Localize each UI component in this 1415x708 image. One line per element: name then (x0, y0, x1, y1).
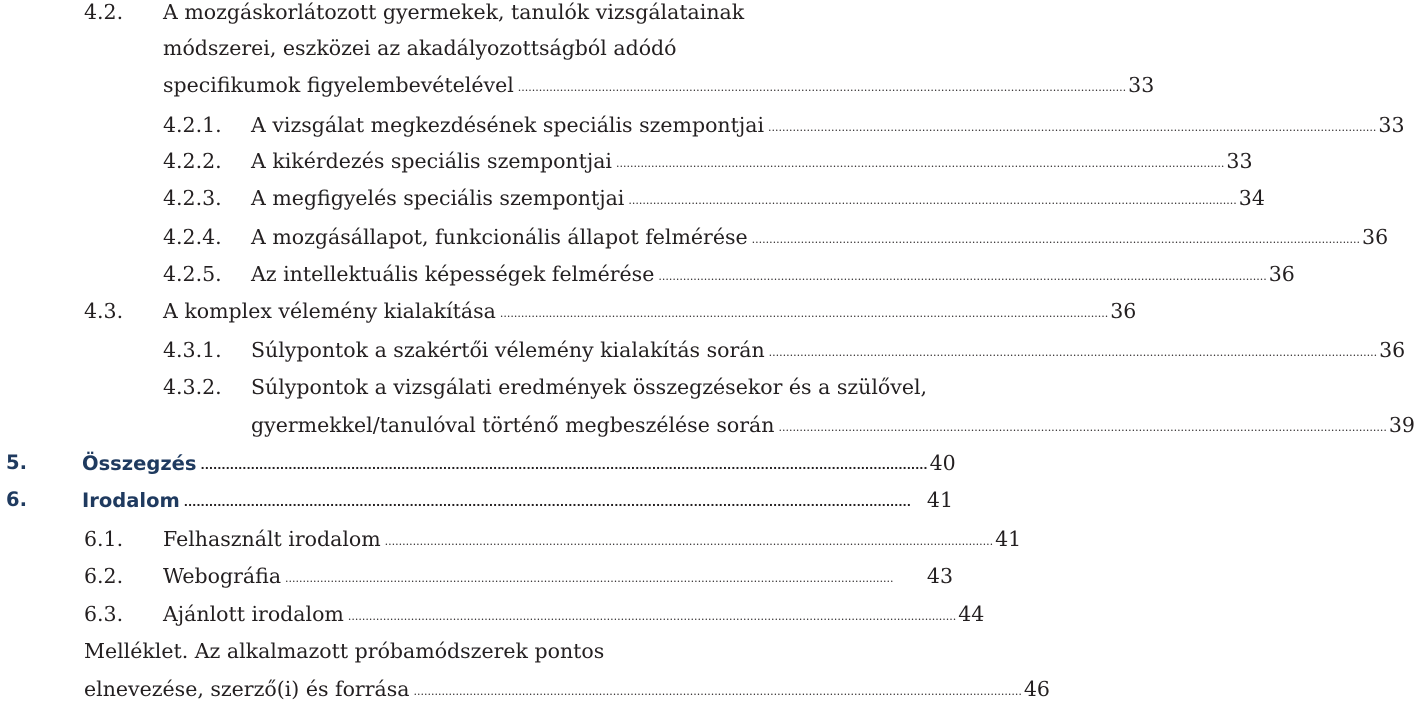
dot-leader: .............................................................................................................................................................................. (499, 307, 1109, 320)
toc-page-number: 36 (1379, 338, 1406, 362)
toc-page-number: 33 (1226, 149, 1253, 173)
toc-title-continued: gyermekkel/tanulóval történő megbeszélése során (251, 413, 775, 437)
toc-title: A mozgáskorlátozott gyermekek, tanulók vizsgálatainak (163, 0, 745, 24)
toc-title-continued: elnevezése, szerző(i) és forrása (84, 677, 410, 701)
toc-entry-4-2-1[interactable] (163, 110, 1405, 140)
dot-leader: .............................................................................................................................................................................. (517, 81, 1127, 94)
toc-page-number: 46 (1023, 677, 1050, 701)
dot-leader: .............................................................................................................................................................................. (778, 421, 1387, 434)
toc-entry-4-2[interactable] (84, 0, 960, 27)
toc-entry-4-2-3[interactable] (163, 183, 1265, 213)
toc-page-number: 43 (926, 564, 953, 588)
toc-title: Az intellektuális képességek felmérése (251, 262, 655, 286)
dot-leader: .............................................................................................................................................................................. (413, 685, 1022, 698)
toc-page-number: 40 (929, 451, 956, 475)
toc-number: 4.2.1. (163, 113, 222, 137)
toc-entry-5[interactable] (6, 448, 956, 478)
toc-number: 4.3. (84, 299, 124, 323)
dot-leader: .............................................................................................................................................................................. (658, 270, 1267, 283)
toc-number: 6. (6, 488, 27, 511)
toc-page-number: 41 (926, 488, 953, 512)
toc-page-number: 34 (1238, 186, 1265, 210)
toc-entry-4-2-line3[interactable] (163, 70, 1155, 100)
toc-title: A kikérdezés speciális szempontjai (251, 149, 612, 173)
dot-leader: .............................................................................................................................................................................. (768, 121, 1377, 134)
dot-leader: .............................................................................................................................................................................. (183, 496, 911, 509)
toc-entry-6-3[interactable] (84, 599, 985, 629)
toc-entry-6-1[interactable] (84, 524, 1022, 554)
toc-title: A megfigyelés speciális szempontjai (251, 186, 625, 210)
dot-leader: .............................................................................................................................................................................. (751, 233, 1361, 246)
toc-number: 4.3.2. (163, 375, 222, 399)
toc-entry-4-2-2[interactable] (163, 146, 1253, 176)
toc-title: Összegzés (82, 452, 197, 475)
toc-number: 6.1. (84, 527, 124, 551)
toc-number: 5. (6, 451, 27, 474)
toc-number: 4.2.4. (163, 225, 222, 249)
toc-title: Súlypontok a szakértői vélemény kialakítás során (251, 338, 765, 362)
toc-title: A komplex vélemény kialakítása (163, 299, 496, 323)
toc-entry-6[interactable] (6, 485, 953, 515)
toc-number: 4.2.5. (163, 262, 222, 286)
toc-page-number: 44 (958, 602, 985, 626)
toc-title: A vizsgálat megkezdésének speciális szempontjai (251, 113, 765, 137)
toc-title: Súlypontok a vizsgálati eredmények összegzésekor és a szülővel, (251, 375, 928, 399)
toc-number: 4.3.1. (163, 338, 222, 362)
toc-number: 4.2. (84, 0, 124, 24)
toc-entry-6-2[interactable] (84, 561, 953, 591)
toc-page-number: 33 (1378, 113, 1405, 137)
toc-page-number: 36 (1110, 299, 1137, 323)
toc-title-continued: specifikumok figyelembevételével (163, 73, 514, 97)
dot-leader: .............................................................................................................................................................................. (285, 572, 894, 585)
toc-page-number: 36 (1362, 225, 1389, 249)
toc-entry-4-3-1[interactable] (163, 335, 1406, 365)
toc-number: 6.3. (84, 602, 124, 626)
toc-entry-4-3-2-line2[interactable] (251, 410, 1415, 440)
dot-leader: .............................................................................................................................................................................. (347, 610, 957, 623)
toc-title: Ajánlott irodalom (163, 602, 344, 626)
dot-leader: .............................................................................................................................................................................. (768, 346, 1378, 359)
toc-title: Felhasznált irodalom (163, 527, 381, 551)
toc-page-number: 36 (1268, 262, 1295, 286)
toc-entry-4-2-line2 (163, 33, 960, 63)
toc-title: Irodalom (82, 489, 180, 512)
dot-leader: .............................................................................................................................................................................. (616, 157, 1225, 170)
toc-number: 4.2.3. (163, 186, 222, 210)
toc-entry-4-3[interactable] (84, 296, 1137, 326)
toc-number: 6.2. (84, 564, 124, 588)
toc-page-number: 39 (1388, 413, 1415, 437)
toc-entry-4-3-2[interactable] (163, 372, 953, 402)
toc-number: 4.2.2. (163, 149, 222, 173)
toc-page-number: 33 (1128, 73, 1155, 97)
toc-entry-4-2-4[interactable] (163, 222, 1389, 252)
toc-title: Webográfia (163, 564, 282, 588)
dot-leader: .............................................................................................................................................................................. (628, 194, 1237, 207)
toc-title: A mozgásállapot, funkcionális állapot felmérése (251, 225, 748, 249)
toc-entry-4-2-5[interactable] (163, 259, 1295, 289)
toc-entry-melleklet-line2[interactable] (84, 674, 1050, 704)
toc-title-continued: módszerei, eszközei az akadályozottságból adódó (163, 36, 677, 60)
dot-leader: .............................................................................................................................................................................. (384, 535, 994, 548)
toc-title: Melléklet. Az alkalmazott próbamódszerek pontos (84, 639, 605, 663)
toc-page-number: 41 (995, 527, 1022, 551)
toc-entry-melleklet[interactable] (84, 636, 953, 666)
dot-leader: .............................................................................................................................................................................. (200, 459, 928, 472)
